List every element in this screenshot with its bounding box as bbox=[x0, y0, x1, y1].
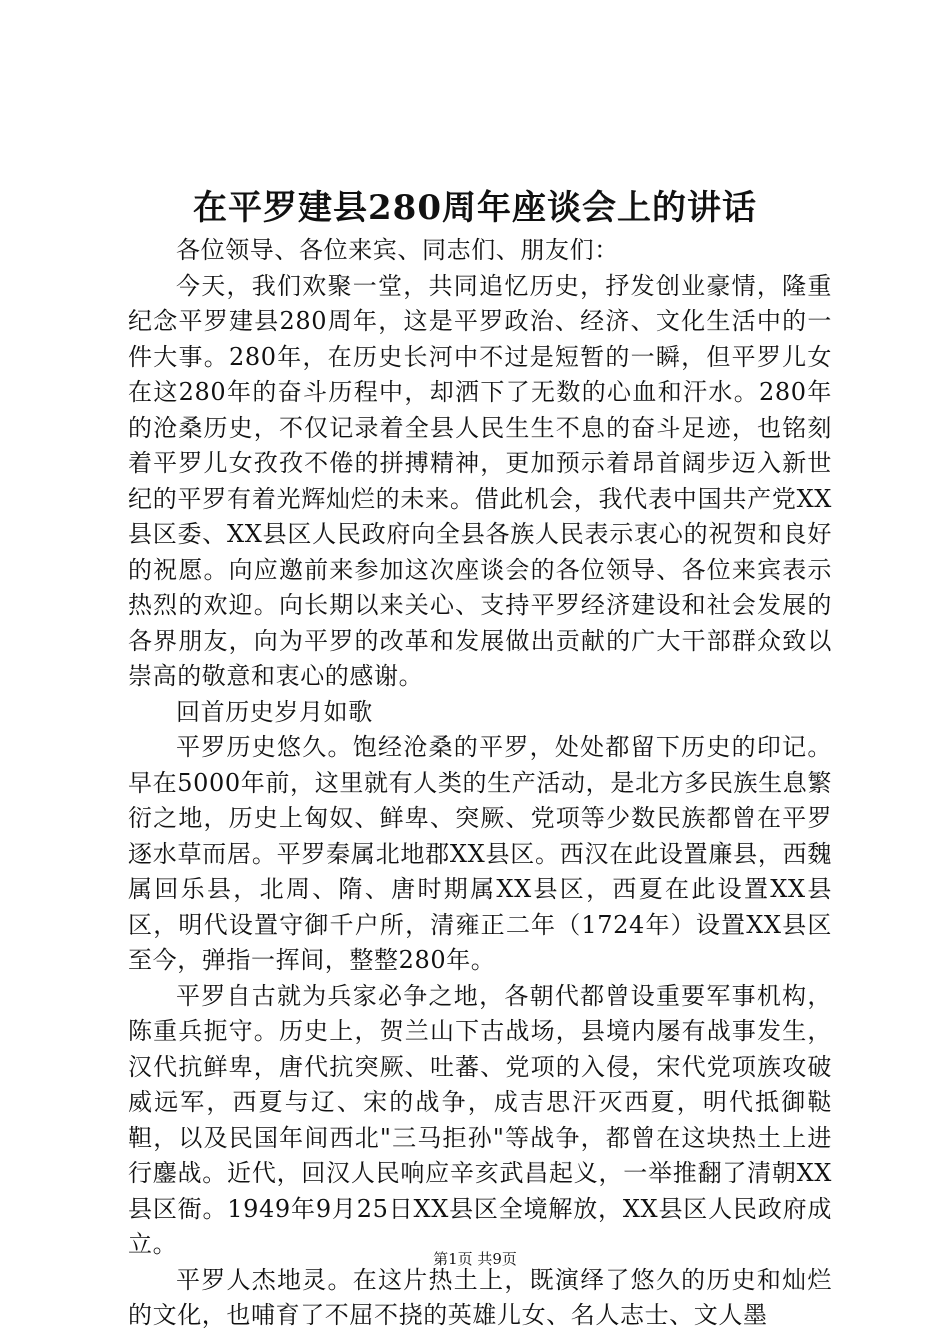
military-paragraph: 平罗自古就为兵家必争之地，各朝代都曾设重要军事机构，陈重兵扼守。历史上，贺兰山下古战场，县境内屡有战事发生，汉代抗鲜卑，唐代抗突厥、吐蕃、党项的入侵，宋代党项族攻破威远军，西夏与辽、宋的战争，成吉思汗灭西夏，明代抵御鞑靼，以及民国年间西北"三马拒孙"等战争，都曾在这块热土上进行鏖战。近代，回汉人民响应辛亥武昌起义，一举推翻了清朝XX县区衙。1949年9月25日XX县区全境解放，XX县区人民政府成立。 bbox=[128, 981, 832, 1258]
speech-body bbox=[128, 233, 832, 1334]
page-title: 在平罗建县280周年座谈会上的讲话 bbox=[193, 188, 757, 228]
history-paragraph: 平罗历史悠久。饱经沧桑的平罗，处处都留下历史的印记。早在5000年前，这里就有人类的生产活动，是北方多民族生息繁衍之地，历史上匈奴、鲜卑、突厥、党项等少数民族都曾在平罗逐水草而居。平罗秦属北地郡XX县区。西汉在此设置廉县，西魏属回乐县，北周、隋、唐时期属XX县区，西夏在此设置XX县区，明代设置守御千户所，清雍正二年（1724年）设置XX县区至今，弹指一挥间，整整280年。 bbox=[128, 733, 832, 974]
page-footer: 第1页 共9页 bbox=[433, 1250, 517, 1268]
opening-paragraph: 今天，我们欢聚一堂，共同追忆历史，抒发创业豪情，隆重纪念平罗建县280周年，这是平罗政治、经济、文化生活中的一件大事。280年，在历史长河中不过是短暂的一瞬，但平罗儿女在这280年的奋斗历程中，却洒下了无数的心血和汗水。280年的沧桑历史，不仅记录着全县人民生生不息的奋斗足迹，也铭刻着平罗儿女孜孜不倦的拼搏精神，更加预示着昂首阔步迈入新世纪的平罗有着光辉灿烂的未来。借此机会，我代表中国共产党XX县区委、XX县区人民政府向全县各族人民表示衷心的祝贺和良好的祝愿。向应邀前来参加这次座谈会的各位领导、各位来宾表示热烈的欢迎。向长期以来关心、支持平罗经济建设和社会发展的各界朋友，向为平罗的改革和发展做出贡献的广大干部群众致以崇高的敬意和衷心的感谢。 bbox=[128, 271, 832, 690]
people-paragraph: 平罗人杰地灵。在这片热土上，既演绎了悠久的历史和灿烂的文化，也哺育了不屈不挠的英雄儿女、名人志士、文人墨 bbox=[128, 1265, 832, 1329]
salutation-paragraph: 各位领导、各位来宾、同志们、朋友们： bbox=[176, 236, 619, 264]
section-heading: 回首历史岁月如歌 bbox=[176, 697, 373, 726]
